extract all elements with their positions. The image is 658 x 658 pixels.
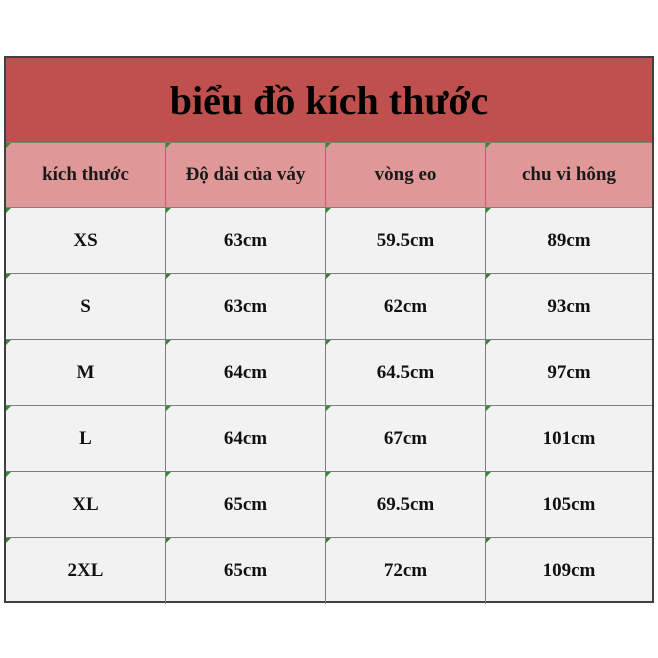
table-cell-size: XS: [6, 208, 166, 274]
table-cell-size: M: [6, 340, 166, 406]
table-title: biểu đồ kích thước: [6, 58, 652, 143]
table-cell-hip: 93cm: [486, 274, 652, 340]
table-cell-length: 63cm: [166, 274, 326, 340]
table-cell-waist: 64.5cm: [326, 340, 486, 406]
table-cell-waist: 62cm: [326, 274, 486, 340]
table-cell-waist: 59.5cm: [326, 208, 486, 274]
header-waist: vòng eo: [326, 143, 486, 208]
table-cell-waist: 69.5cm: [326, 472, 486, 538]
table-cell-size: L: [6, 406, 166, 472]
table-cell-hip: 101cm: [486, 406, 652, 472]
table-cell-size: XL: [6, 472, 166, 538]
table-cell-length: 64cm: [166, 406, 326, 472]
table-cell-size: S: [6, 274, 166, 340]
table-cell-size: 2XL: [6, 538, 166, 604]
table-cell-hip: 105cm: [486, 472, 652, 538]
table-cell-length: 65cm: [166, 472, 326, 538]
table-cell-length: 65cm: [166, 538, 326, 604]
header-skirt-length: Độ dài của váy: [166, 143, 326, 208]
header-hip: chu vi hông: [486, 143, 652, 208]
table-cell-waist: 67cm: [326, 406, 486, 472]
header-size: kích thước: [6, 143, 166, 208]
table-cell-hip: 109cm: [486, 538, 652, 604]
table-cell-hip: 89cm: [486, 208, 652, 274]
size-grid: [6, 143, 652, 604]
table-cell-length: 63cm: [166, 208, 326, 274]
table-cell-hip: 97cm: [486, 340, 652, 406]
size-chart-table: [4, 56, 654, 603]
table-cell-waist: 72cm: [326, 538, 486, 604]
table-cell-length: 64cm: [166, 340, 326, 406]
